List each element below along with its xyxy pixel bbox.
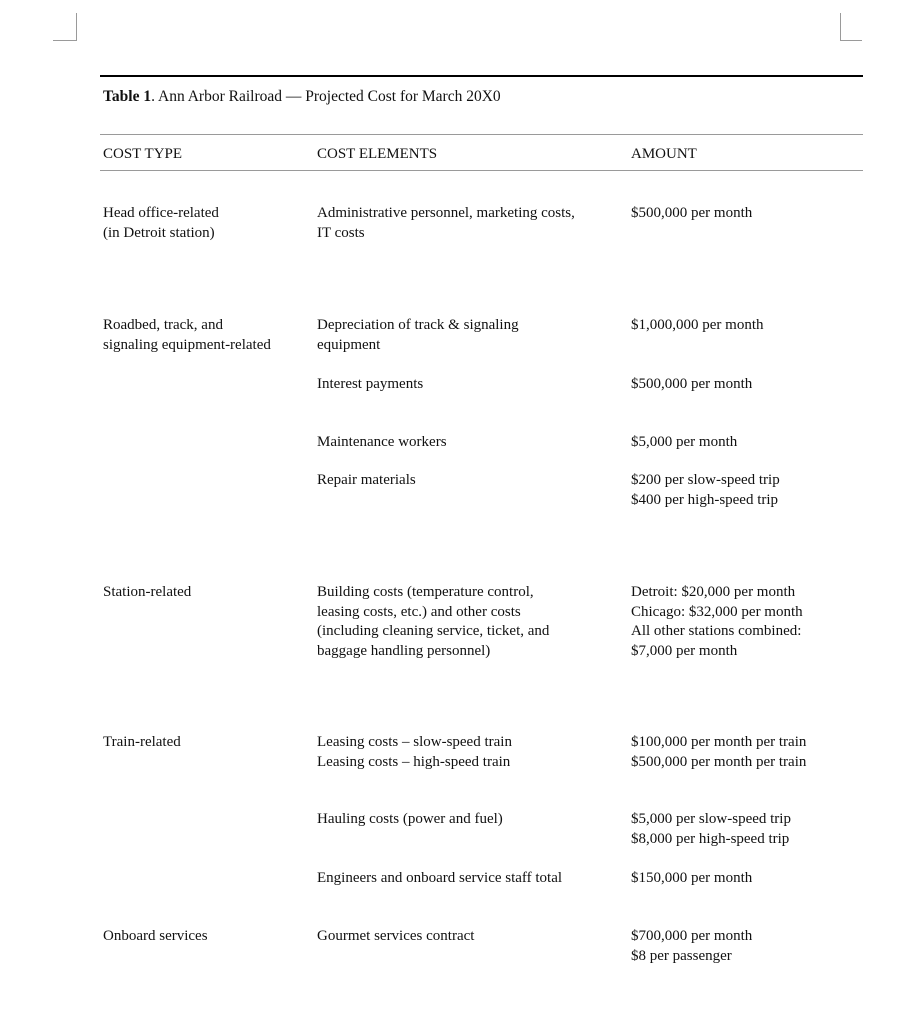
amount-cell-line: $400 per high-speed trip (631, 491, 779, 508)
amount-cell-line: $5,000 per slow-speed trip (631, 811, 791, 827)
cost-elements-cell-line: Interest payments (317, 376, 424, 392)
cost-type-cell-line: Head office-related (103, 205, 219, 221)
amount-cell (631, 810, 791, 849)
page-corner-mark-left (53, 13, 77, 41)
cost-elements-cell (317, 375, 423, 395)
cost-elements-cell (317, 869, 562, 889)
header-top-rule (100, 134, 863, 135)
cost-elements-cell (317, 810, 503, 830)
cost-type-cell-line: (in Detroit station) (103, 224, 215, 241)
cost-elements-cell (317, 316, 519, 355)
cost-elements-cell-line: Engineers and onboard service staff total (317, 870, 563, 886)
amount-cell-line: $1,000,000 per month (631, 317, 764, 333)
header-cost-elements: COST ELEMENTS (317, 146, 438, 162)
cost-type-cell-line: signaling equipment-related (103, 336, 271, 353)
amount-cell-line: $500,000 per month (631, 205, 753, 221)
cost-elements-cell-line: IT costs (317, 224, 365, 241)
cost-elements-cell-line: (including cleaning service, ticket, and (317, 623, 550, 639)
amount-cell-line: Detroit: $20,000 per month (631, 584, 796, 600)
cost-type-cell-line: Roadbed, track, and (103, 317, 223, 333)
table-caption (103, 88, 501, 106)
cost-elements-cell (317, 583, 549, 661)
amount-cell-line: $100,000 per month per train (631, 734, 807, 750)
amount-cell (631, 204, 752, 224)
cost-elements-cell-line: Depreciation of track & signaling (317, 317, 519, 333)
amount-cell (631, 316, 764, 336)
cost-elements-cell-line: baggage handling personnel) (317, 642, 491, 659)
caption-text: . Ann Arbor Railroad — Projected Cost for March 20X0 (151, 88, 501, 105)
cost-type-cell-line: Station-related (103, 584, 192, 600)
amount-cell-line: $150,000 per month (631, 870, 753, 886)
amount-cell-line: $200 per slow-speed trip (631, 472, 780, 488)
caption-label: Table 1 (103, 88, 152, 105)
cost-type-cell (103, 733, 181, 753)
cost-elements-cell-line: Gourmet services contract (317, 928, 475, 944)
amount-cell (631, 927, 752, 966)
cost-elements-cell-line: Building costs (temperature control, (317, 584, 534, 600)
amount-cell-line: $8,000 per high-speed trip (631, 830, 790, 847)
page-corner-mark-right (840, 13, 862, 41)
amount-cell-line: $5,000 per month (631, 434, 738, 450)
amount-cell (631, 471, 780, 510)
header-amount: AMOUNT (631, 146, 697, 162)
table-top-rule (100, 75, 863, 77)
cost-type-cell (103, 316, 271, 355)
cost-type-cell (103, 204, 219, 243)
amount-cell (631, 733, 806, 772)
cost-type-cell-line: Onboard services (103, 928, 208, 944)
amount-cell (631, 583, 803, 661)
cost-elements-cell (317, 471, 416, 491)
cost-type-cell (103, 927, 208, 947)
cost-elements-cell-line: Leasing costs – slow-speed train (317, 734, 512, 750)
amount-cell (631, 375, 752, 395)
header-cost-type: COST TYPE (103, 146, 183, 162)
amount-cell-line: Chicago: $32,000 per month (631, 603, 803, 620)
amount-cell-line: $500,000 per month per train (631, 753, 807, 770)
cost-elements-cell-line: Repair materials (317, 472, 416, 488)
cost-elements-cell-line: equipment (317, 336, 381, 353)
amount-cell-line: $700,000 per month (631, 928, 753, 944)
cost-elements-cell (317, 927, 474, 947)
cost-type-cell-line: Train-related (103, 734, 181, 750)
cost-elements-cell-line: Maintenance workers (317, 434, 447, 450)
amount-cell-line: $7,000 per month (631, 642, 738, 659)
amount-cell (631, 869, 752, 889)
cost-type-cell (103, 583, 191, 603)
cost-elements-cell (317, 733, 512, 772)
amount-cell-line: $8 per passenger (631, 947, 732, 964)
cost-elements-cell (317, 433, 447, 453)
header-bottom-rule (100, 170, 863, 171)
amount-cell-line: $500,000 per month (631, 376, 753, 392)
cost-elements-cell-line: Hauling costs (power and fuel) (317, 811, 503, 827)
cost-elements-cell-line: Administrative personnel, marketing costs, (317, 205, 575, 221)
cost-elements-cell-line: leasing costs, etc.) and other costs (317, 603, 521, 620)
cost-elements-cell (317, 204, 575, 243)
cost-elements-cell-line: Leasing costs – high-speed train (317, 753, 511, 770)
amount-cell (631, 433, 737, 453)
amount-cell-line: All other stations combined: (631, 623, 802, 639)
